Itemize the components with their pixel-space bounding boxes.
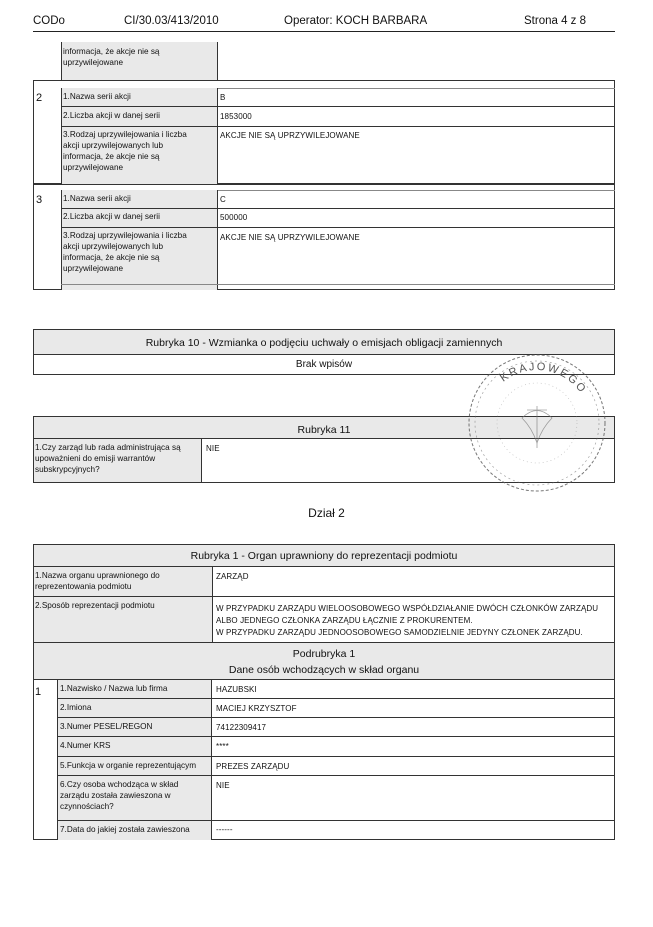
- series-name-value: B: [220, 93, 226, 102]
- share-type-label-3: informacja, że akcje nie są: [63, 253, 160, 262]
- krs-value: ****: [216, 742, 229, 751]
- share-type-label-4: uprzywilejowane: [63, 163, 124, 172]
- share-count-label: 2.Liczba akcji w danej serii: [63, 111, 160, 120]
- share-type-label-cont-1: informacja, że akcje nie są: [63, 47, 160, 56]
- suspended-value: NIE: [216, 781, 230, 790]
- function-value: PREZES ZARZĄDU: [216, 762, 290, 771]
- organ-name-label-1: 1.Nazwa organu uprawnionego do: [35, 571, 160, 580]
- header-rule: [33, 31, 615, 32]
- svg-text:KRAJOWEGO: KRAJOWEGO: [498, 360, 589, 397]
- representation-method-line-3: W PRZYPADKU ZARZĄDU JEDNOOSOBOWEGO SAMODZIELNIE JEDYNY CZŁONEK ZARZĄDU.: [216, 628, 583, 637]
- rubryka-1-title: Rubryka 1 - Organ uprawniony do reprezentacji podmiotu: [190, 550, 458, 562]
- warrants-label-2: upoważnieni do emisji warrantów: [35, 454, 156, 463]
- share-type-label-2: akcji uprzywilejowanych lub: [63, 242, 164, 251]
- form-code: CODo: [33, 15, 65, 27]
- representation-method-line-1: W PRZYPADKU ZARZĄDU WIELOOSOBOWEGO WSPÓŁDZIAŁANIE DWÓCH CZŁONKÓW ZARZĄDU: [216, 604, 599, 613]
- share-type-label-2: akcji uprzywilejowanych lub: [63, 141, 164, 150]
- rubryka-10-value: Brak wpisów: [295, 359, 353, 370]
- series-name-label: 1.Nazwa serii akcji: [63, 194, 131, 203]
- reference-number: CI/30.03/413/2010: [124, 15, 219, 27]
- representation-method-label: 2.Sposób reprezentacji podmiotu: [35, 601, 155, 610]
- share-type-label-4: uprzywilejowane: [63, 264, 124, 273]
- function-label: 5.Funkcja w organie reprezentującym: [60, 761, 197, 770]
- person-number: 1: [35, 686, 42, 698]
- share-count-label: 2.Liczba akcji w danej serii: [63, 212, 160, 221]
- rubryka-11-title: Rubryka 11: [297, 424, 351, 436]
- subrubric-title: Podrubryka 1: [292, 648, 356, 660]
- organ-name-label-2: reprezentowania podmiotu: [35, 582, 132, 591]
- share-type-label-1: 3.Rodzaj uprzywilejowania i liczba: [63, 231, 187, 240]
- suspended-label-3: czynnościach?: [60, 802, 114, 811]
- pesel-label: 3.Numer PESEL/REGON: [60, 722, 153, 731]
- surname-value: HAZUBSKI: [216, 685, 257, 694]
- share-type-value: AKCJE NIE SĄ UPRZYWILEJOWANE: [220, 131, 360, 140]
- series-name-value: C: [220, 195, 226, 204]
- share-type-label-3: informacja, że akcje nie są: [63, 152, 160, 161]
- series-name-label: 1.Nazwa serii akcji: [63, 92, 131, 101]
- representation-method-line-2: ALBO JEDNEGO CZŁONKA ZARZĄDU ŁĄCZNIE Z PROKURENTEM.: [216, 616, 473, 625]
- warrants-label-3: subskrypcyjnych?: [35, 465, 100, 474]
- share-count-value: 1853000: [220, 112, 252, 121]
- suspended-label-1: 6.Czy osoba wchodząca w skład: [60, 780, 179, 789]
- pesel-value: 74122309417: [216, 723, 267, 732]
- share-type-value: AKCJE NIE SĄ UPRZYWILEJOWANE: [220, 233, 360, 242]
- series-number: 3: [36, 194, 43, 206]
- share-count-value: 500000: [220, 213, 248, 222]
- suspension-date-label: 7.Data do jakiej została zawieszona: [60, 825, 190, 834]
- first-names-value: MACIEJ KRZYSZTOF: [216, 704, 297, 713]
- warrants-label-1: 1.Czy zarząd lub rada administrująca są: [35, 443, 181, 452]
- suspended-label-2: zarządu została zawieszona w: [60, 791, 171, 800]
- share-type-label-cont-2: uprzywilejowane: [63, 58, 124, 67]
- page-number: Strona 4 z 8: [524, 15, 587, 27]
- krs-label: 4.Numer KRS: [60, 741, 111, 750]
- organ-name-value: ZARZĄD: [216, 572, 249, 581]
- court-stamp-seal: [462, 348, 612, 498]
- warrants-value: NIE: [206, 444, 220, 453]
- rubryka-10-title: Rubryka 10 - Wzmianka o podjęciu uchwały o emisjach obligacji zamiennych: [145, 337, 503, 349]
- surname-label: 1.Nazwisko / Nazwa lub firma: [60, 684, 168, 693]
- suspension-date-value: ------: [216, 825, 233, 834]
- first-names-label: 2.Imiona: [60, 703, 92, 712]
- subrubric-subtitle: Dane osób wchodzących w skład organu: [228, 664, 420, 676]
- section-heading: Dział 2: [308, 506, 345, 520]
- series-number: 2: [36, 92, 43, 104]
- share-type-label-1: 3.Rodzaj uprzywilejowania i liczba: [63, 130, 187, 139]
- operator-name: Operator: KOCH BARBARA: [284, 15, 428, 27]
